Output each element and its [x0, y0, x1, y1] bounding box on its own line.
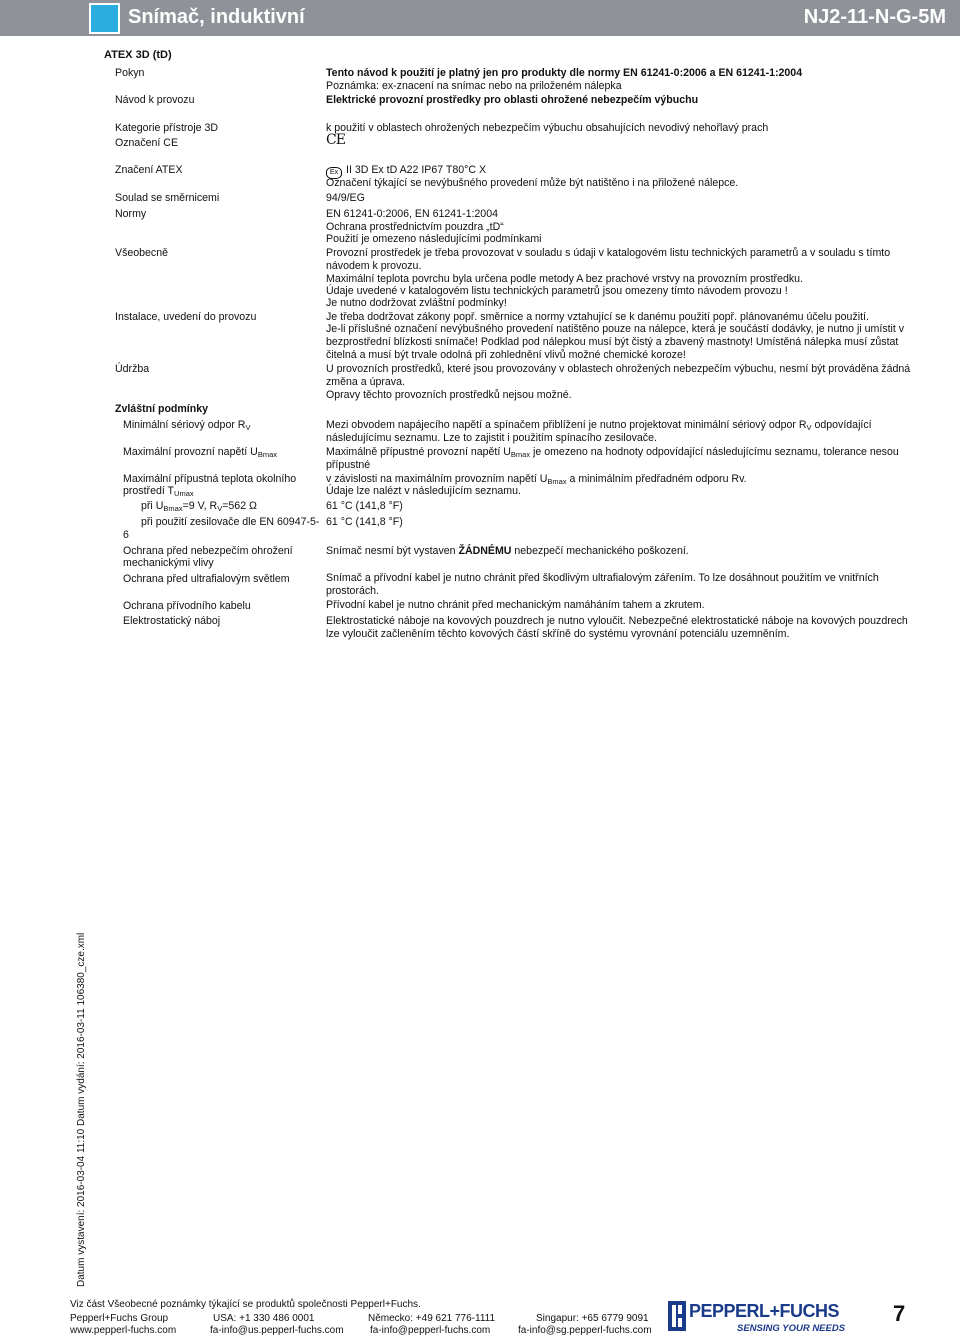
mech-value: Snímač nesmí být vystaven ŽÁDNÉMU nebezpečí mechanického poškození.	[326, 545, 689, 557]
normy-value-3: Použití je omezeno následujícími podmínkami	[326, 233, 542, 245]
page-number: 7	[893, 1301, 906, 1326]
footer-usa: USA: +1 330 486 0001	[213, 1313, 315, 1324]
atex-note: Označení týkající se nevýbušného provedení může být natištěno i na přiložené nálepce.	[326, 177, 739, 189]
issue-date-note: Datum vystavení: 2016-03-04 11:10 Datum vydání: 2016-03-11 106380_cze.xml	[76, 932, 87, 1287]
max-t-label-1: Maximální přípustná teplota okolního	[123, 473, 297, 485]
footer-group: Pepperl+Fuchs Group	[70, 1313, 169, 1324]
header-square-icon	[89, 3, 120, 34]
cond2-label: při použití zesilovače dle EN 60947-5-	[141, 516, 320, 528]
soulad-value: 94/9/EG	[326, 192, 365, 204]
cond1-label: při $U_{Bmax}=9$ V, $R_V=562$ Ω	[141, 500, 257, 513]
kategorie-value: k použití v oblastech ohrožených nebezpečím výbuchu obsahujících nevodivý nehořlavý prach	[326, 122, 769, 134]
vseobecne-value-1: Provozní prostředek je třeba provozovat v souladu s údaji v katalogovém listu technických parametrů a v souladu s tímto návodem k provozu.	[326, 247, 891, 272]
ce-mark-icon: CE	[326, 132, 345, 148]
udrzba-label: Údržba	[115, 363, 150, 375]
min-r-value: Mezi obvodem napájecího napětí a spínačem přiblížení je nutno projektovat minimální sériový odpor $R_V$ odpovídající následujícímu seznamu. Lze to zajistit i použitím spínacího zesilovače.	[326, 419, 872, 444]
atex-value: II 3D Ex tD A22 IP67 T80°C X	[346, 164, 487, 176]
udrzba-value-2: Opravy těchto provozních prostředků nejsou možné.	[326, 389, 572, 401]
max-t-label-2: prostředí $T_{Umax}$	[123, 485, 194, 498]
footer-de-mail[interactable]: fa-info@pepperl-fuchs.com	[370, 1325, 491, 1336]
footer-sg: Singapur: +65 6779 9091	[536, 1313, 649, 1324]
normy-label: Normy	[115, 208, 147, 220]
soulad-label: Soulad se směrnicemi	[115, 192, 220, 204]
cond2-label-wrap: 6	[123, 529, 129, 541]
mech-label-2: mechanickými vlivy	[123, 557, 214, 569]
kategorie-label: Kategorie přístroje 3D	[115, 122, 219, 134]
navod-label: Návod k provozu	[115, 94, 195, 106]
product-code: NJ2-11-N-G-5M	[803, 6, 946, 28]
uv-value: Snímač a přívodní kabel je nutno chránit před škodlivým ultrafialovým zářením. To lze dosáhnout použitím ve vnitřních prostorách.	[326, 572, 879, 597]
normy-value-1: EN 61241-0:2006, EN 61241-1:2004	[326, 208, 498, 220]
atex-label: Značení ATEX	[115, 164, 183, 176]
navod-value: Elektrické provozní prostředky pro oblasti ohrožené nebezpečím výbuchu	[326, 94, 699, 106]
instalace-value-1: Je třeba dodržovat zákony popř. směrnice a normy vztahující se k danému použití popř. plánovanému účelu použití.	[326, 311, 869, 323]
udrzba-value-1: U provozních prostředků, které jsou provozovány v oblastech ohrožených nebezpečím výbuchu, nesmí být prováděna žádná změna a úprava.	[326, 363, 911, 388]
footer-usa-mail[interactable]: fa-info@us.pepperl-fuchs.com	[210, 1325, 344, 1336]
footer-note: Viz část Všeobecné poznámky týkající se produktů společnosti Pepperl+Fuchs.	[70, 1299, 421, 1310]
ex-hexagon-icon: Ex	[326, 167, 342, 179]
max-t-value-2: Údaje lze nalézt v následujícím seznamu.	[326, 485, 521, 497]
cond1-value: 61 °C (141,8 °F)	[326, 500, 403, 512]
pokyn-value: Tento návod k použití je platný jen pro produkty dle normy EN 61241-0:2006 a EN 61241-1:2004	[326, 67, 803, 79]
instalace-label: Instalace, uvedení do provozu	[115, 311, 257, 323]
cond2-value: 61 °C (141,8 °F)	[326, 516, 403, 528]
brand-logo: PEPPERL+FUCHS	[689, 1301, 840, 1321]
vseobecne-value-4: Je nutno dodržovat zvláštní podmínky!	[326, 297, 507, 309]
section-title: ATEX 3D (tD)	[104, 49, 172, 61]
uv-label: Ochrana před ultrafialovým světlem	[123, 573, 290, 585]
min-r-label: Minimální sériový odpor $R_V$	[123, 419, 251, 432]
normy-value-2: Ochrana prostřednictvím pouzdra „tD“	[326, 221, 504, 233]
footer-sg-mail[interactable]: fa-info@sg.pepperl-fuchs.com	[518, 1325, 652, 1336]
pokyn-label: Pokyn	[115, 67, 145, 79]
max-t-value-1: v závislosti na maximálním provozním napětí $U_{Bmax}$ a minimálním předřadném odporu Rv.	[326, 473, 747, 486]
instalace-value-2: Je-li příslušné označení nevýbušného provedení natištěno pouze na nálepce, která je součástí dodávky, je nutno ji umístit v bezprostřední blízkosti snímače! Podklad pod nálepkou musí být čistý a zbavený mastnoty! Umístěná nálepka musí zůstat čitelná a musí být trvale odolná při zohlednění vlivů možné chemické koroze!	[326, 323, 905, 361]
esd-value: Elektrostatické náboje na kovových pouzdrech je nutno vyloučit. Nebezpečné elektrostatické náboje na kovových pouzdrech lze vyloučit začleněním těchto kovových částí skříně do systému vyrovnání potenciálu uzemněním.	[326, 615, 908, 640]
page-title: Snímač, induktivní	[128, 6, 305, 28]
max-u-value: Maximálně přípustné provozní napětí $U_{Bmax}$ je omezeno na hodnoty odpovídající následujícímu seznamu, tolerance nesou přípustné	[326, 446, 899, 471]
brand-tagline: SENSING YOUR NEEDS	[737, 1323, 846, 1334]
vseobecne-value-3: Údaje uvedené v katalogovém listu technických parametrů jsou omezeny tímto návodem provozu !	[326, 285, 788, 297]
cable-label: Ochrana přívodního kabelu	[123, 600, 251, 612]
mech-label-1: Ochrana před nebezpečím ohrožení	[123, 545, 293, 557]
pokyn-note: Poznámka: ex-znacení na snímac nebo na priloženém nálepka	[326, 80, 622, 92]
special-title: Zvláštní podmínky	[115, 403, 209, 415]
cable-value: Přívodní kabel je nutno chránit před mechanickým namáháním tahem a zkrutem.	[326, 599, 705, 611]
max-u-label: Maximální provozní napětí $U_{Bmax}$	[123, 446, 278, 459]
esd-label: Elektrostatický náboj	[123, 615, 221, 627]
vseobecne-value-2: Maximální teplota povrchu byla určena podle metody A bez prachové vrstvy na provozním prostředku.	[326, 273, 803, 285]
footer-web-link[interactable]: www.pepperl-fuchs.com	[70, 1325, 177, 1336]
ce-label: Označení CE	[115, 137, 179, 149]
header-bar	[0, 0, 960, 36]
footer-de: Německo: +49 621 776-1111	[368, 1313, 496, 1324]
pepperl-fuchs-logo-icon	[668, 1301, 686, 1331]
vseobecne-label: Všeobecně	[115, 247, 169, 259]
